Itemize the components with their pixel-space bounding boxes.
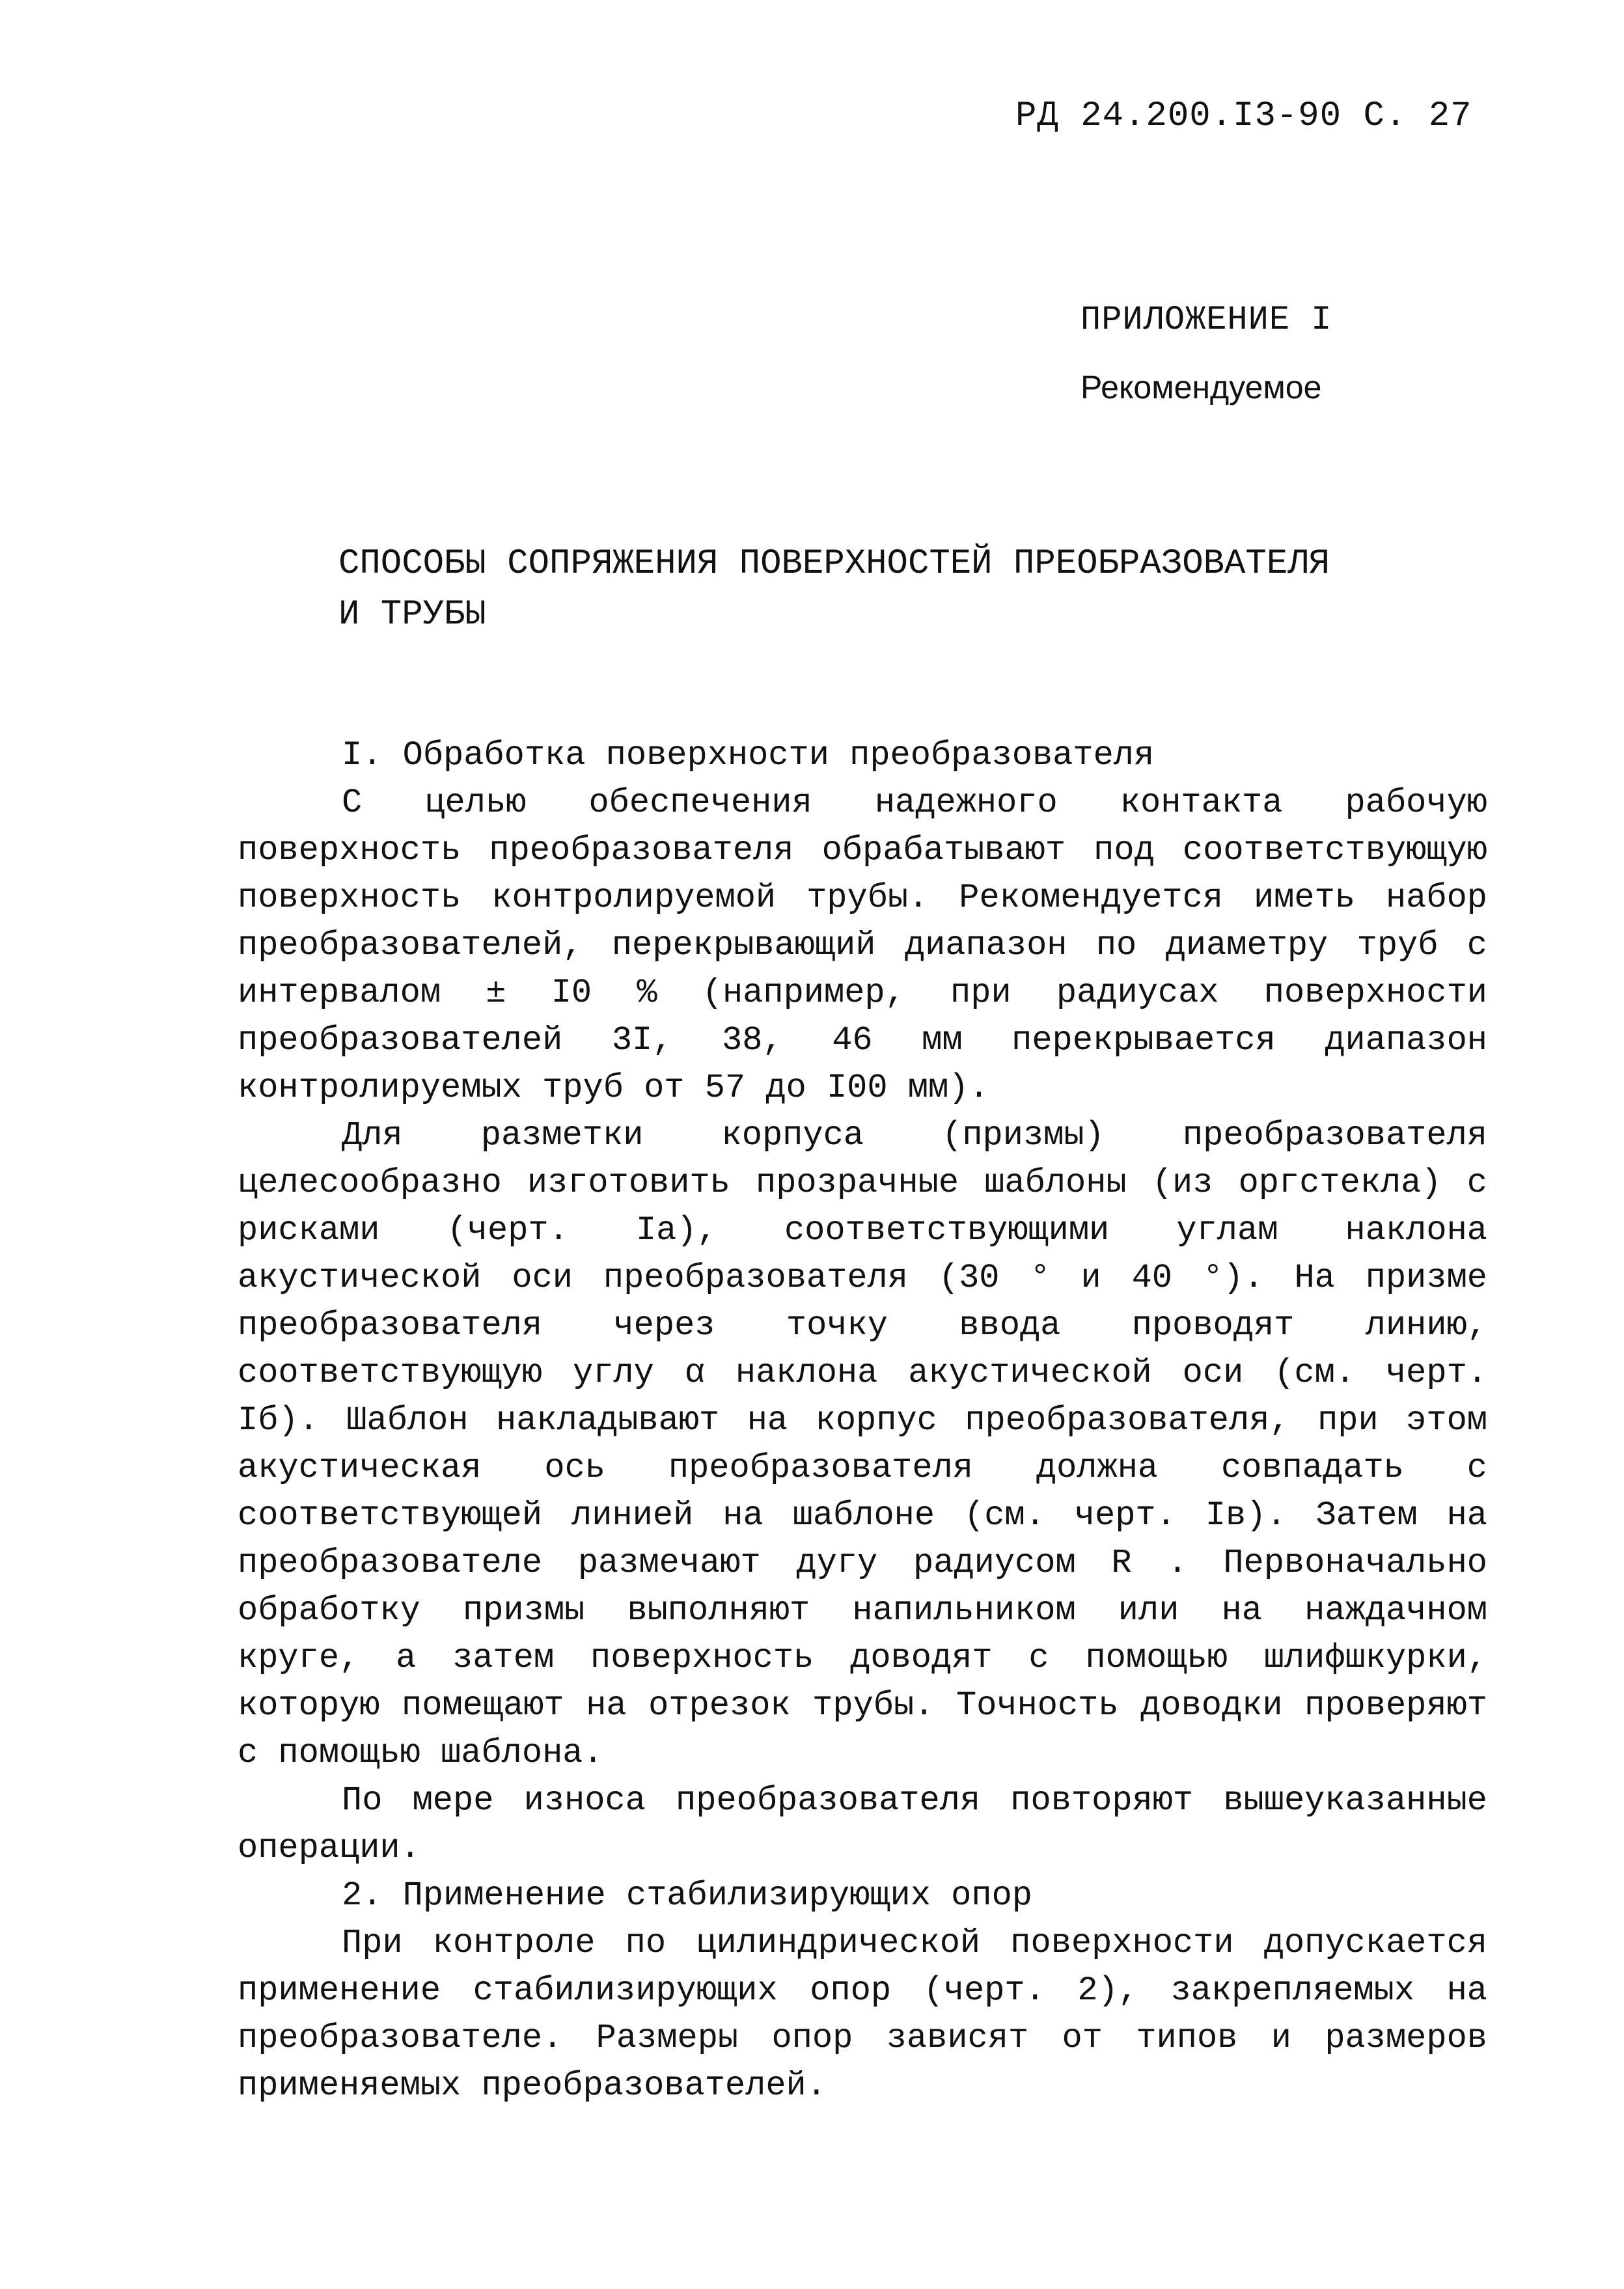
document-body [238,732,1487,2109]
paragraph-2: Для разметки корпуса (призмы) преобразователя целесообразно изготовить прозрачные шаблоны (из оргстекла) с рисками (черт. Iа), соответствующими углам наклона акустической оси преобразователя (30 ° и 40 °). На призме преобразователя через точку ввода проводят линию, соответствующую углу α наклона акустической оси (см. черт. Iб). Шаблон накладывают на корпус преобразователя, при этом акустическая ось преобразователя должна совпадать с соответствующей линией на шаблоне (см. черт. Iв). Затем на преобразователе размечают дугу радиусом R . Первоначально обработку призмы выполняют напильником или на наждачном круге, а затем поверхность доводят с помощью шлифшкурки, которую помещают на отрезок трубы. Точность доводки проверяют с помощью шаблона. [238,1116,1487,1772]
title-line-2: И ТРУБЫ [338,595,486,635]
section-2-heading: 2. Применение стабилизирующих опор [342,1876,1032,1915]
page-title [338,539,1445,640]
appendix-label: ПРИЛОЖЕНИЕ I [1080,301,1332,339]
paragraph-4: При контроле по цилиндрической поверхности допускается применение стабилизирующих опор (черт. 2), закрепляемых на преобразователе. Размеры опор зависят от типов и размеров применяемых преобразователей. [238,1924,1487,2105]
section-1-heading: I. Обработка поверхности преобразователя [342,736,1155,774]
title-line-1: СПОСОБЫ СОПРЯЖЕНИЯ ПОВЕРХНОСТЕЙ ПРЕОБРАЗОВАТЕЛЯ [338,544,1330,584]
paragraph-1: С целью обеспечения надежного контакта рабочую поверхность преобразователя обрабатывают под соответствующую поверхность контролируемой трубы. Рекомендуется иметь набор преобразователей, перекрывающий диапазон по диаметру труб с интервалом ± I0 % (например, при радиусах поверхности преобразователей 3I, 38, 46 мм перекрывается диапазон контролируемых труб от 57 до I00 мм). [238,784,1487,1107]
document-reference: РД 24.200.I3-90 С. 27 [1015,96,1472,136]
paragraph-3: По мере износа преобразователя повторяют вышеуказанные операции. [238,1781,1487,1867]
appendix-status: Рекомендуемое [1080,369,1322,405]
